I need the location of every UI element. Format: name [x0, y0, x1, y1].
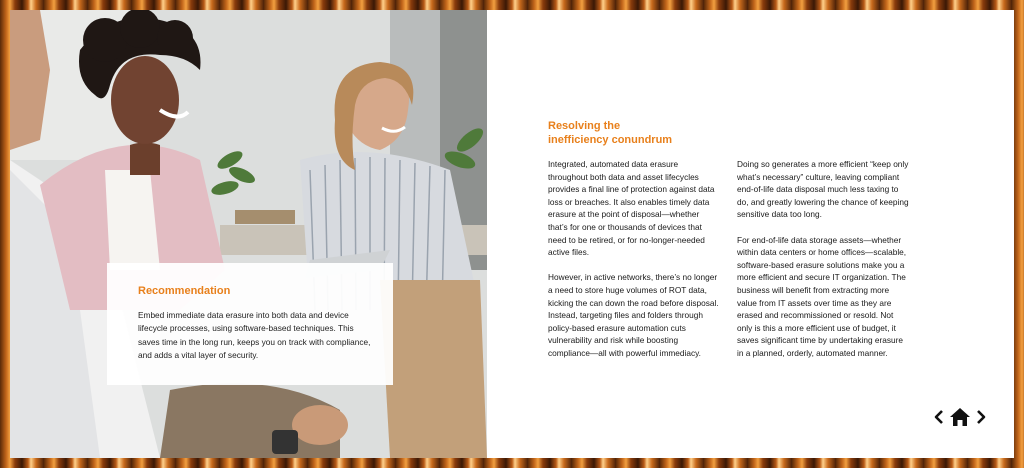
section-heading	[548, 120, 748, 147]
text-column-left	[548, 158, 720, 372]
previous-page-button[interactable]	[934, 409, 944, 425]
home-icon	[949, 407, 971, 427]
document-spread	[10, 10, 1014, 458]
paragraph: However, in active networks, there’s no longer a need to store huge volumes of ROT data, kicking the can down the road before disposal. Instead, targeting files and folders through policy-based erasure automation cuts vulnerability and risk while boosting compliance—all with powerful immediacy.	[548, 272, 719, 358]
paragraph: For end-of-life data storage assets—whether within data centers or home offices—scalable, software-based erasure solutions make you a more efficient and secure IT organization. The business will benefit from extracting more value from IT assets over time as they are erased and recommissioned or resold. Not only is this a more efficient use of budget, it saves significant time by undertaking erasure in a planned, orderly, automated manner.	[737, 234, 907, 358]
section-heading-line-2: inefficiency conundrum	[548, 133, 673, 146]
section-heading-line-1: Resolving the	[548, 120, 621, 132]
paragraph: Integrated, automated data erasure throughout both data and asset lifecycles provides a final line of protection against data loss or breaches. It also enables timely data erasure at the point of disposal—whether that’s for one or thousands of devices that need to be retired, or for no-longer-needed active files.	[548, 159, 715, 258]
chevron-left-icon	[934, 409, 944, 425]
home-button[interactable]	[949, 407, 971, 427]
paragraph: Doing so generates a more efficient “keep only what’s necessary” culture, leaving compliant end-of-life data disposal much less taxing to do, and greatly lowering the chance of keeping sensitive data too long.	[737, 159, 909, 220]
text-column-right	[737, 158, 909, 372]
team-meeting-photo	[10, 10, 487, 458]
recommendation-card	[107, 263, 393, 385]
next-page-button[interactable]	[976, 409, 986, 425]
recommendation-title: Recommendation	[138, 285, 231, 297]
page-navigation	[934, 405, 986, 429]
photo-illustration	[10, 10, 487, 458]
chevron-right-icon	[976, 409, 986, 425]
recommendation-body: Embed immediate data erasure into both data and device lifecycle processes, using software-based techniques. This saves time in the long run, keeps you on track with compliance, and adds a vital layer of security.	[138, 310, 371, 360]
